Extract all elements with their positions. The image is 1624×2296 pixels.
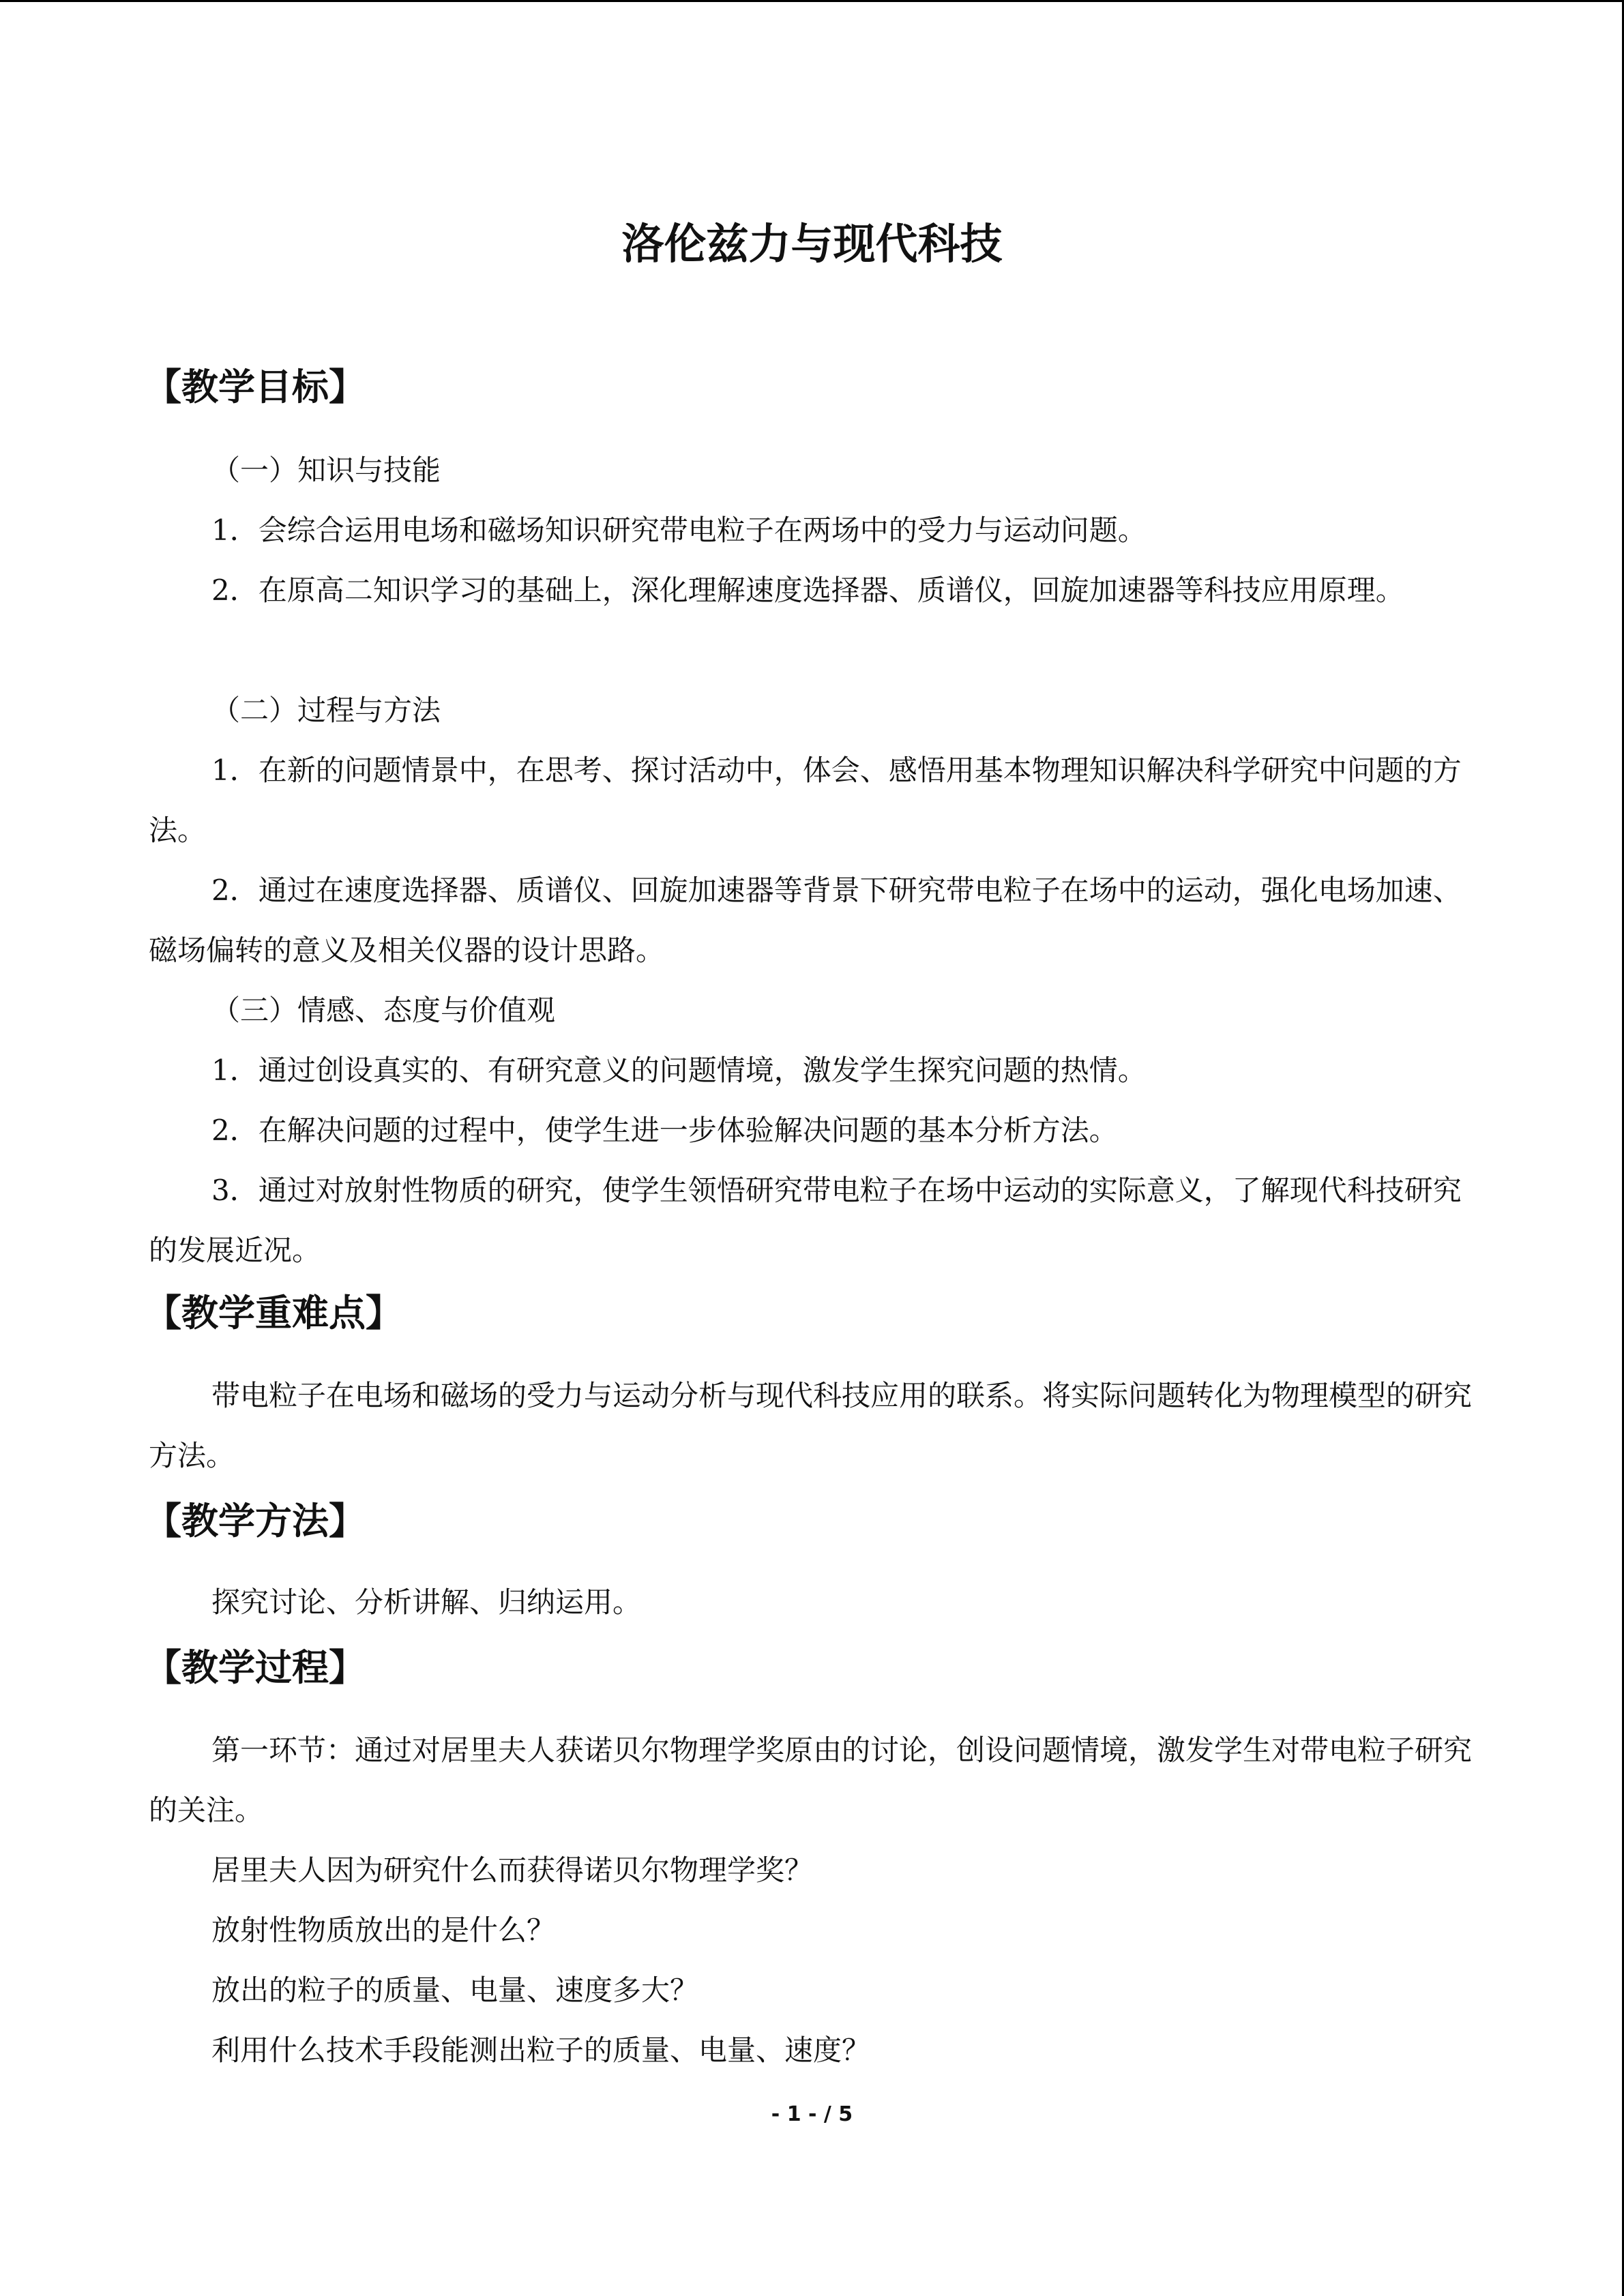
heading-process: 【教学过程】 (145, 1646, 366, 1689)
subheading-process: （二）过程与方法 (211, 694, 441, 727)
objective-knowledge-2: 2．在原高二知识学习的基础上，深化理解速度选择器、质谱仪，回旋加速器等科技应用原理。 (211, 573, 1404, 607)
process-question-3: 放出的粒子的质量、电量、速度多大？ (211, 1973, 699, 2007)
process-question-1: 居里夫人因为研究什么而获得诺贝尔物理学奖？ (211, 1853, 814, 1887)
objective-process-2: 2．通过在速度选择器、质谱仪、回旋加速器等背景下研究带电粒子在场中的运动，强化电场加速、磁场偏转的意义及相关仪器的设计思路。 (149, 874, 1462, 967)
objective-knowledge-1: 1．会综合运用电场和磁场知识研究带电粒子在两场中的受力与运动问题。 (211, 513, 1147, 547)
objective-emotion-1: 1．通过创设真实的、有研究意义的问题情境，激发学生探究问题的热情。 (211, 1054, 1147, 1087)
page-title: 洛伦兹力与现代科技 (621, 219, 1003, 269)
process-question-2: 放射性物质放出的是什么？ (211, 1913, 556, 1947)
process-intro: 第一环节：通过对居里夫人获诺贝尔物理学奖原由的讨论，创设问题情境，激发学生对带电粒子研究的关注。 (149, 1733, 1473, 1827)
key-points-text: 带电粒子在电场和磁场的受力与运动分析与现代科技应用的联系。将实际问题转化为物理模型的研究方法。 (149, 1379, 1473, 1472)
methods-text: 探究讨论、分析讲解、归纳运用。 (211, 1585, 642, 1619)
objective-emotion-2: 2．在解决问题的过程中，使学生进一步体验解决问题的基本分析方法。 (211, 1114, 1118, 1147)
objective-process-1: 1．在新的问题情景中，在思考、探讨活动中，体会、感悟用基本物理知识解决科学研究中问题的方法。 (149, 754, 1462, 847)
page-number: - 1 - / 5 (771, 2102, 853, 2126)
subheading-knowledge: （一）知识与技能 (211, 453, 441, 487)
heading-key-points: 【教学重难点】 (145, 1292, 402, 1335)
objective-emotion-3: 3．通过对放射性物质的研究，使学生领悟研究带电粒子在场中运动的实际意义，了解现代科技研究的发展近况。 (149, 1174, 1462, 1267)
heading-methods: 【教学方法】 (145, 1500, 366, 1542)
subheading-emotion: （三）情感、态度与价值观 (211, 994, 556, 1027)
heading-objectives: 【教学目标】 (145, 366, 366, 408)
process-question-4: 利用什么技术手段能测出粒子的质量、电量、速度？ (211, 2033, 871, 2067)
